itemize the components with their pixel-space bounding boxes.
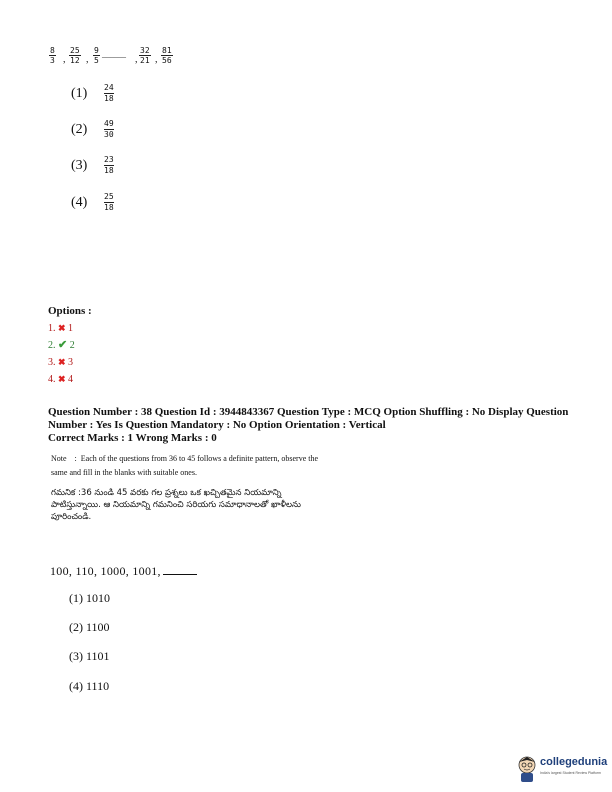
seq-fraction-3: $\frac{9}{5}$	[94, 46, 99, 65]
sep-3: ,	[135, 54, 138, 65]
note-line-2: same and fill in the blanks with suitable ones.	[51, 468, 197, 477]
sep-4: ,	[155, 54, 158, 65]
series-text: 100, 110, 1000, 1001,	[50, 564, 161, 578]
option-label-2: (2)	[71, 122, 88, 137]
question-header	[48, 406, 588, 445]
choice-2: (2) 1100	[69, 620, 110, 634]
telugu-line-3: పూరించండి.	[51, 512, 92, 522]
telugu-line-2: పాటిస్తున్నాయి. ఆ నియమాన్ని గమనించి సరియగు సమాధానాలతో ఖాళీలను	[51, 500, 301, 510]
option-row-3: 3. ✖ 3	[48, 357, 74, 368]
question-marks: Correct Marks : 1 Wrong Marks : 0	[48, 432, 217, 444]
wrong-mark-icon: ✖	[58, 357, 66, 367]
wrong-mark-icon: ✖	[58, 323, 66, 333]
sep-1: ,	[63, 54, 66, 65]
option-label-4: (4)	[71, 195, 88, 210]
choice-4: (4) 1110	[69, 679, 110, 693]
options-title: Options :	[48, 305, 92, 317]
choice-1: (1) 1010	[69, 591, 110, 605]
option-fraction-3: $\frac{23}{18}$	[104, 155, 114, 175]
option-fraction-4: $\frac{25}{18}$	[104, 192, 114, 212]
wrong-mark-icon: ✖	[58, 374, 66, 384]
mascot-icon	[516, 754, 538, 784]
sep-2: ,	[86, 54, 89, 65]
collegedunia-logo	[516, 752, 608, 786]
seq-blank: ______	[102, 50, 126, 59]
question-header-line-2: Number : Yes Is Question Mandatory : No Option Orientation : Vertical	[48, 419, 386, 431]
option-row-4: 4. ✖ 4	[48, 374, 74, 385]
note-line-1: Note : Each of the questions from 36 to 45 follows a definite pattern, observe the	[51, 454, 319, 463]
choice-3: (3) 1101	[69, 649, 110, 663]
seq-fraction-5: $\frac{81}{56}$	[162, 46, 172, 65]
series-blank	[163, 574, 197, 575]
option-label-1: (1)	[71, 86, 88, 101]
question-header-line-1: Question Number : 38 Question Id : 3944843367 Question Type : MCQ Option Shuffling : No Display Question	[48, 406, 569, 418]
telugu-line-1: గమనిక :36 నుండి 45 వరకు గల ప్రశ్నలు ఒక ఖచ్చితమైన నియమాన్ని	[51, 488, 282, 498]
option-fraction-1: $\frac{24}{18}$	[104, 83, 114, 103]
brand-name: collegedunia	[540, 756, 608, 768]
option-label-3: (3)	[71, 158, 88, 173]
options-block	[48, 305, 92, 388]
brand-tagline: India's largest Student Review Platform	[540, 771, 601, 775]
seq-fraction-2: $\frac{25}{12}$	[70, 46, 80, 65]
seq-fraction-1: $\frac{8}{3}$	[50, 46, 55, 65]
telugu-note	[51, 487, 391, 523]
seq-fraction-4: $\frac{32}{21}$	[140, 46, 150, 65]
option-row-2: 2. ✔ 2	[48, 339, 75, 351]
correct-mark-icon: ✔	[58, 339, 68, 351]
question-note	[51, 452, 381, 480]
number-series	[50, 564, 197, 579]
option-row-1: 1. ✖ 1	[48, 323, 74, 334]
option-fraction-2: $\frac{49}{30}$	[104, 119, 114, 139]
